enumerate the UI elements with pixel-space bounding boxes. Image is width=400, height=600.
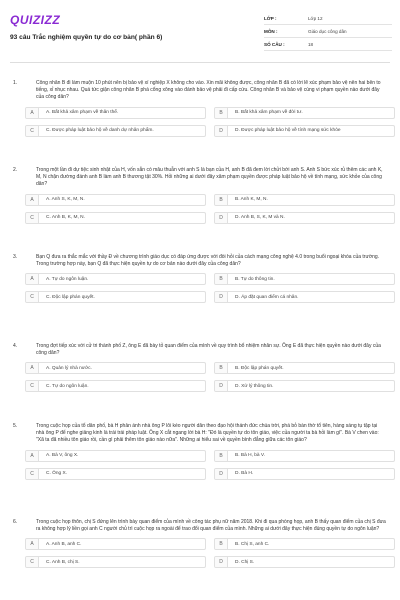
option-d[interactable] <box>214 468 395 480</box>
option-c[interactable] <box>25 556 206 568</box>
option-text: B. Chị S, anh C. <box>235 541 270 547</box>
option-b[interactable] <box>214 362 395 374</box>
question-number: 5. <box>13 423 18 429</box>
option-a[interactable] <box>25 450 206 462</box>
option-c[interactable] <box>25 380 206 392</box>
answer-options <box>25 107 390 137</box>
info-row-subject <box>264 25 392 38</box>
option-text: B. Độc lập phán quyết. <box>235 365 284 371</box>
quizizz-logo: QUIZIZZ <box>10 13 61 27</box>
option-d[interactable] <box>214 291 395 303</box>
question-5 <box>10 423 390 480</box>
option-b[interactable] <box>214 194 395 206</box>
answer-options <box>25 450 390 480</box>
option-text: D. Áp đặt quan điểm cá nhân. <box>235 294 299 300</box>
worksheet-info <box>264 12 392 51</box>
question-number: 4. <box>13 343 18 349</box>
question-text: Công nhân B đi làm muộn 10 phút nên bị bảo vệ xí nghiệp X không cho vào. Xin mãi không được, công nhân B đã có lời lẽ xúc phạm bảo vệ nên hai bên to tiếng, xỉ nhục nhau. Quá tức giận công nhân B phá cổng xông vào đánh bảo vệ phải đi cấp cứu. Công nhân B và bảo vệ cùng vi phạm quyền nào dưới đây của công dân? <box>36 80 381 101</box>
option-text: C. Ông X. <box>46 471 68 477</box>
info-key: LỚP : <box>264 15 277 21</box>
header-divider <box>10 62 390 63</box>
option-letter: D <box>215 292 228 302</box>
option-text: B. Bất khả xâm phạm về đời tư. <box>235 110 303 116</box>
option-letter: B <box>215 539 228 549</box>
worksheet-title: 93 câu Trắc nghiệm quyền tự do cơ bản( phần 6) <box>10 34 163 41</box>
option-letter: A <box>26 363 39 373</box>
option-text: B. Anh K, M, N. <box>235 197 268 203</box>
option-text: D. Chị S. <box>235 559 255 565</box>
option-a[interactable] <box>25 194 206 206</box>
option-letter: C <box>26 381 39 391</box>
option-text: C. Tự do ngôn luận. <box>46 383 89 389</box>
option-letter: B <box>215 451 228 461</box>
answer-options <box>25 194 390 224</box>
option-letter: A <box>26 274 39 284</box>
option-text: A. Bất khả xâm phạm về thân thể. <box>46 110 119 116</box>
option-text: D. Bà H. <box>235 471 254 477</box>
question-number: 3. <box>13 254 18 260</box>
info-key: SỐ CÂU : <box>264 41 285 47</box>
option-text: D. Xử lý thông tin. <box>235 383 274 389</box>
answer-options <box>25 362 390 392</box>
option-letter: B <box>215 274 228 284</box>
option-a[interactable] <box>25 538 206 550</box>
option-letter: D <box>215 213 228 223</box>
option-text: A. Tự do ngôn luận. <box>46 276 89 282</box>
question-number: 6. <box>13 519 18 525</box>
info-row-class <box>264 12 392 25</box>
question-number: 2. <box>13 167 18 173</box>
option-a[interactable] <box>25 362 206 374</box>
option-text: C. Anh B, K, M, N. <box>46 215 85 221</box>
option-letter: D <box>215 381 228 391</box>
info-key: MÔN : <box>264 28 278 34</box>
option-letter: A <box>26 539 39 549</box>
option-letter: C <box>26 126 39 136</box>
option-text: B. Bà H, bà V. <box>235 453 265 459</box>
option-c[interactable] <box>25 468 206 480</box>
question-text: Bạn Q đưa ra thắc mắc với thầy Đ về chương trình giáo dục có đáp ứng được với đòi hỏi của cách mạng công nghệ 4.0 trong buổi ngoại khóa của trường. Trong trường hợp này, bạn Q đã thực hiện quyền tự do cơ bản nào dưới đây của công dân? <box>36 254 380 268</box>
info-value: Lớp 12 <box>308 15 323 21</box>
option-text: C. Độc lập phán quyết. <box>46 294 95 300</box>
question-2 <box>10 167 390 224</box>
option-a[interactable] <box>25 273 206 285</box>
option-b[interactable] <box>214 107 395 119</box>
option-letter: C <box>26 213 39 223</box>
option-c[interactable] <box>25 291 206 303</box>
option-text: D. Anh B, S, K, M và N. <box>235 215 285 221</box>
option-letter: A <box>26 195 39 205</box>
info-value: 18 <box>308 41 314 47</box>
option-c[interactable] <box>25 212 206 224</box>
option-letter: D <box>215 469 228 479</box>
answer-options <box>25 273 390 303</box>
option-d[interactable] <box>214 380 395 392</box>
answer-options <box>25 538 390 568</box>
option-letter: B <box>215 363 228 373</box>
question-text: Trong một lần đi dự tiệc sinh nhật của H, vốn sẵn có mâu thuẫn với anh S là bạn của H, anh B đã đem lời chửi bới anh S. Anh S bức xúc rủ thêm các anh K, M, N chặn đường đánh anh B làm anh B thương tật 30%. Hỏi những ai dưới đây xâm phạm quyền được pháp luật bảo hộ về tính mạng, sức khỏe của công dân? <box>36 167 383 188</box>
option-letter: C <box>26 292 39 302</box>
option-text: A. Anh B, anh C. <box>46 541 82 547</box>
info-row-count <box>264 38 392 51</box>
option-b[interactable] <box>214 273 395 285</box>
info-value: Giáo dục công dân <box>308 28 347 34</box>
option-text: D. Được pháp luật bảo hộ về tính mạng sức khỏe <box>235 128 341 134</box>
option-c[interactable] <box>25 125 206 137</box>
option-letter: D <box>215 126 228 136</box>
option-text: A. Bà V, ông X. <box>46 453 79 459</box>
question-1 <box>10 80 390 137</box>
question-3 <box>10 254 390 303</box>
option-letter: C <box>26 469 39 479</box>
option-b[interactable] <box>214 538 395 550</box>
question-6 <box>10 519 390 568</box>
option-d[interactable] <box>214 125 395 137</box>
question-text: Trong cuộc họp thôn, chị S đứng lên trình bày quan điểm của mình về công tác phụ nữ năm 2018. Khi đi qua phòng họp, anh B thấy quan điểm của chị S đưa ra không hợp lý liền gọi anh C người chủ trì cuộc họp ra ngoài để trao đổi quan điểm của mình. Những ai dưới đây thực hiện đúng quyền tự do ngôn luận? <box>36 519 386 533</box>
question-text: Trong đợt tiếp xúc với cử tri thành phố Z, ông E đã bày tỏ quan điểm của mình về quy trình bổ nhiệm nhân sự. Ông E đã thực hiện quyền nào dưới đây của công dân? <box>36 343 381 357</box>
option-letter: C <box>26 557 39 567</box>
option-text: C. Anh B, chị S. <box>46 559 80 565</box>
option-letter: B <box>215 108 228 118</box>
option-d[interactable] <box>214 212 395 224</box>
option-b[interactable] <box>214 450 395 462</box>
option-d[interactable] <box>214 556 395 568</box>
option-letter: A <box>26 451 39 461</box>
option-letter: B <box>215 195 228 205</box>
question-number: 1. <box>13 80 18 86</box>
question-text: Trong cuộc họp của tổ dân phố, bà H phản ánh nhà ông P lôi kéo người dân theo đạo hội thánh đức chúa trời, phá bỏ bàn thờ tổ tiên, hàng sáng tụ tập tại nhà ông P để nghe giảng kinh là trái trái pháp luật. Ông X cắt ngang lời bà H: "Đó là quyền tự do tôn giáo, việc của người ta bà hỏi làm gì". Bà V chen vào: "Xã ta đã nhiều tôn giáo rồi, cần gì phải thêm tôn giáo nào nữa". Những ai hiểu sai về quyền bình đẳng giữa các tôn giáo? <box>36 423 379 444</box>
option-a[interactable] <box>25 107 206 119</box>
option-text: A. Quản lý nhà nước. <box>46 365 92 371</box>
option-letter: D <box>215 557 228 567</box>
option-text: C. Được pháp luật bảo hộ về danh dự nhân phẩm. <box>46 128 154 134</box>
question-4 <box>10 343 390 392</box>
option-text: B. Tự do thông tin. <box>235 276 275 282</box>
option-text: A. Anh S, K, M, N. <box>46 197 85 203</box>
option-letter: A <box>26 108 39 118</box>
